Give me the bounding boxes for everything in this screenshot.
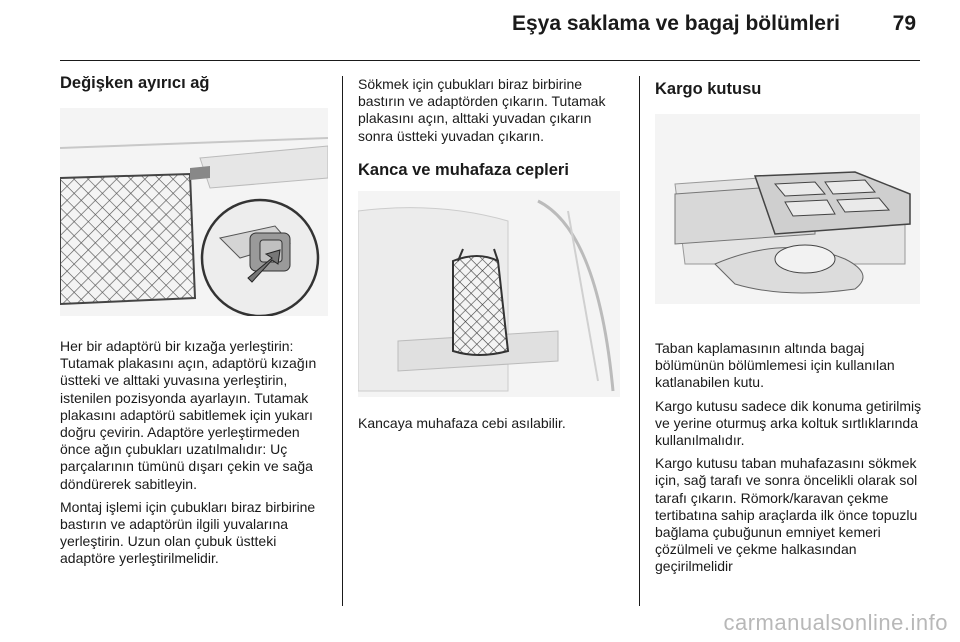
hook-caption: Kancaya muhafaza cebi asılabilir. — [358, 414, 566, 431]
watermark: carmanualsonline.info — [723, 610, 948, 635]
cargo-box-heading: Kargo kutusu — [655, 80, 762, 98]
column-2 — [358, 72, 626, 432]
page-header — [0, 0, 960, 62]
section-title: Eşya saklama ve bagaj bölümleri — [511, 12, 840, 35]
hooks-pockets-heading: Kanca ve muhafaza cepleri — [358, 160, 569, 179]
column-divider-1 — [342, 76, 343, 606]
net-paragraph-2: Montaj işlemi için çubukları biraz birbirine bastırın ve adaptörün ilgili yuvalarına yerleştirin. Uzun olan çubuk üstteki adaptöre yerleştirilmelidir. — [60, 498, 316, 567]
page-number: 79 — [892, 12, 916, 35]
column-divider-2 — [639, 76, 640, 606]
cargo-paragraph-3: Kargo kutusu taban muhafazasını sökmek için, sağ tarafı ve sonra öncelikli olarak sol tarafı çıkarın. Römork/karavan çekme tertibatına sahip araçlarda ilk önce topuzlu bağlama çubuğunun emniyet kemeri çözülmeli ve çekme halkasından geçirilmelidir — [655, 455, 918, 575]
net-adapter-illustration — [60, 108, 328, 316]
cargo-box-illustration — [655, 114, 920, 304]
net-divider-heading: Değişken ayırıcı ağ — [60, 74, 210, 92]
cargo-paragraph-1: Taban kaplamasının altında bagaj bölümünün bölümlemesi için kullanılan katlanabilen kutu. — [655, 340, 895, 391]
column-1 — [60, 72, 328, 568]
header-rule — [60, 60, 920, 61]
column-3 — [655, 72, 925, 576]
removal-paragraph: Sökmek için çubukları biraz birbirine bastırın ve adaptörden çıkarın. Tutamak plakasını açın, alttaki yuvadan çıkarın sonra üstteki yuvadan çıkarın. — [358, 76, 606, 144]
net-paragraph-1: Her bir adaptörü bir kızağa yerleştirin: Tutamak plakasını açın, adaptörü kızağın üstteki ve alttaki yuvasına yerleştirin, istenilen pozisyonda ayarlayın. Tutamak plakasını adaptörü sabitlemek için yukarı doğru çevirin. Adaptöre yerleştirmeden önce ağın çubukları uzatılmalıdır: Uç parçalarının tümünü dışarı çekin ve sağa döndürerek sabitleyin. — [60, 338, 317, 492]
cargo-paragraph-2: Kargo kutusu sadece dik konuma getirilmiş ve yerine oturmuş arka koltuk sırtlıklarında kullanılmalıdır. — [655, 397, 922, 449]
hook-pocket-illustration — [358, 191, 620, 397]
